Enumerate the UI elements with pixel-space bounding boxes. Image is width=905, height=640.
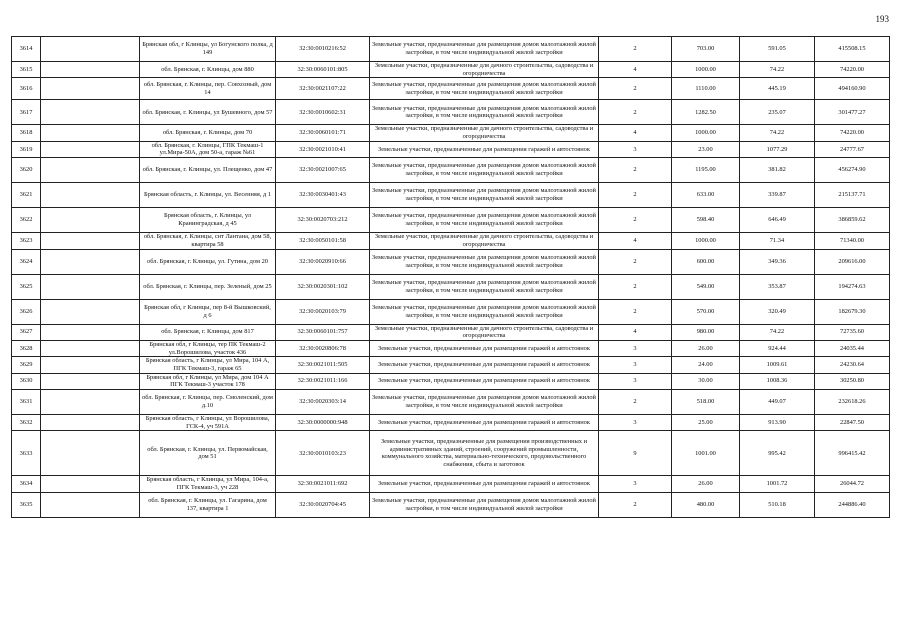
row-number: 3620 bbox=[12, 158, 41, 183]
land-use-cell: Земельные участки, предназначенные для дачного строительства, садоводства и огородничества bbox=[370, 62, 599, 78]
row-number: 3631 bbox=[12, 390, 41, 415]
area-cell: 633.00 bbox=[672, 183, 740, 208]
group-cell: 4 bbox=[599, 233, 672, 249]
table-row bbox=[12, 390, 890, 415]
group-cell: 2 bbox=[599, 78, 672, 100]
address-cell: обл. Брянская, г. Клинцы, пер. Совхозный, дом 14 bbox=[140, 78, 276, 100]
group-cell: 4 bbox=[599, 125, 672, 141]
address-cell: обл. Брянская, г. Клинцы, дом 70 bbox=[140, 125, 276, 141]
blank-cell bbox=[41, 249, 140, 274]
blank-cell bbox=[41, 431, 140, 476]
cadastral-value-cell: 71340.00 bbox=[815, 233, 890, 249]
blank-cell bbox=[41, 141, 140, 157]
specific-value-cell: 74.22 bbox=[740, 324, 815, 340]
address-cell: обл. Брянская, г. Клинцы, дом 817 bbox=[140, 324, 276, 340]
row-number: 3632 bbox=[12, 415, 41, 431]
cadastral-value-cell: 244886.40 bbox=[815, 492, 890, 517]
cadastral-number-cell: 32:30:0021107:22 bbox=[276, 78, 370, 100]
land-use-cell: Земельные участки, предназначенные для размещения гаражей и автостоянок bbox=[370, 373, 599, 389]
blank-cell bbox=[41, 208, 140, 233]
specific-value-cell: 1001.72 bbox=[740, 476, 815, 492]
cadastral-number-cell: 32:30:0020303:14 bbox=[276, 390, 370, 415]
land-use-cell: Земельные участки, предназначенные для размещения домов малоэтажной жилой застройки, в том числе индивидуальной жилой застройки bbox=[370, 78, 599, 100]
blank-cell bbox=[41, 183, 140, 208]
land-use-cell: Земельные участки, предназначенные для размещения гаражей и автостоянок bbox=[370, 357, 599, 373]
row-number: 3615 bbox=[12, 62, 41, 78]
address-cell: Брянская обл, г Клинцы, тер ПК Текмаш-2 ул.Ворошилова, участок 436 bbox=[140, 340, 276, 356]
area-cell: 480.00 bbox=[672, 492, 740, 517]
land-use-cell: Земельные участки, предназначенные для размещения гаражей и автостоянок bbox=[370, 340, 599, 356]
group-cell: 4 bbox=[599, 62, 672, 78]
row-number: 3619 bbox=[12, 141, 41, 157]
address-cell: обл. Брянская, г. Клинцы, ул Бушевного, дом 57 bbox=[140, 100, 276, 125]
blank-cell bbox=[41, 373, 140, 389]
address-cell: обл. Брянская, г. Клинцы, ул. Гагарина, дом 137, квартира 1 bbox=[140, 492, 276, 517]
land-use-cell: Земельные участки, предназначенные для дачного строительства, садоводства и огородничества bbox=[370, 233, 599, 249]
group-cell: 2 bbox=[599, 183, 672, 208]
table-row bbox=[12, 274, 890, 299]
row-number: 3617 bbox=[12, 100, 41, 125]
row-number: 3614 bbox=[12, 37, 41, 62]
blank-cell bbox=[41, 415, 140, 431]
area-cell: 1000.00 bbox=[672, 125, 740, 141]
table-row bbox=[12, 62, 890, 78]
address-cell: Брянская обл, г Клинцы, пер 8-й Вышковский, д 6 bbox=[140, 299, 276, 324]
blank-cell bbox=[41, 390, 140, 415]
row-number: 3621 bbox=[12, 183, 41, 208]
blank-cell bbox=[41, 100, 140, 125]
cadastral-value-cell: 72735.60 bbox=[815, 324, 890, 340]
area-cell: 1282.50 bbox=[672, 100, 740, 125]
area-cell: 30.00 bbox=[672, 373, 740, 389]
area-cell: 570.00 bbox=[672, 299, 740, 324]
address-cell: обл. Брянская, г. Клинцы, снт Лантана, дом 58, квартира 58 bbox=[140, 233, 276, 249]
area-cell: 26.00 bbox=[672, 340, 740, 356]
address-cell: обл. Брянская, г. Клинцы, ГПК Текмаш-1 ул.Мира-50А, дом 50-а, гараж №61 bbox=[140, 141, 276, 157]
cadastral-number-cell: 32:30:0030401:43 bbox=[276, 183, 370, 208]
specific-value-cell: 71.34 bbox=[740, 233, 815, 249]
group-cell: 2 bbox=[599, 158, 672, 183]
row-number: 3630 bbox=[12, 373, 41, 389]
table-row bbox=[12, 249, 890, 274]
specific-value-cell: 353.87 bbox=[740, 274, 815, 299]
address-cell: Брянская область, г Клинцы, ул Мира, 104-а, ПГК Текмаш-3, уч 228 bbox=[140, 476, 276, 492]
table-row bbox=[12, 357, 890, 373]
cadastral-number-cell: 32:30:0020910:66 bbox=[276, 249, 370, 274]
group-cell: 2 bbox=[599, 299, 672, 324]
land-use-cell: Земельные участки, предназначенные для размещения домов малоэтажной жилой застройки, в том числе индивидуальной жилой застройки bbox=[370, 249, 599, 274]
cadastral-value-cell: 215137.71 bbox=[815, 183, 890, 208]
specific-value-cell: 1077.29 bbox=[740, 141, 815, 157]
area-cell: 549.00 bbox=[672, 274, 740, 299]
cadastral-value-cell: 386859.62 bbox=[815, 208, 890, 233]
table-row bbox=[12, 324, 890, 340]
cadastral-number-cell: 32:30:0021011:166 bbox=[276, 373, 370, 389]
group-cell: 2 bbox=[599, 100, 672, 125]
row-number: 3625 bbox=[12, 274, 41, 299]
cadastral-value-cell: 182679.30 bbox=[815, 299, 890, 324]
blank-cell bbox=[41, 299, 140, 324]
row-number: 3624 bbox=[12, 249, 41, 274]
address-cell: Брянская область, г Клинцы, ул Ворошилова, ГСК-4, уч 591А bbox=[140, 415, 276, 431]
specific-value-cell: 381.82 bbox=[740, 158, 815, 183]
cadastral-value-cell: 194274.63 bbox=[815, 274, 890, 299]
land-use-cell: Земельные участки, предназначенные для размещения домов малоэтажной жилой застройки, в том числе индивидуальной жилой застройки bbox=[370, 37, 599, 62]
group-cell: 2 bbox=[599, 274, 672, 299]
cadastral-value-cell: 996415.42 bbox=[815, 431, 890, 476]
group-cell: 2 bbox=[599, 390, 672, 415]
row-number: 3618 bbox=[12, 125, 41, 141]
blank-cell bbox=[41, 476, 140, 492]
address-cell: Брянская область, г. Клинцы, ул Кранинградская, д 45 bbox=[140, 208, 276, 233]
blank-cell bbox=[41, 324, 140, 340]
land-use-cell: Земельные участки, предназначенные для размещения домов малоэтажной жилой застройки, в том числе индивидуальной жилой застройки bbox=[370, 274, 599, 299]
cadastral-number-cell: 32:30:0060101:757 bbox=[276, 324, 370, 340]
table-row bbox=[12, 158, 890, 183]
address-cell: обл. Брянская, г. Клинцы, пер. Смоленский, дом д.10 bbox=[140, 390, 276, 415]
cadastral-value-cell: 24777.67 bbox=[815, 141, 890, 157]
land-use-cell: Земельные участки, предназначенные для размещения домов малоэтажной жилой застройки, в том числе индивидуальной жилой застройки bbox=[370, 390, 599, 415]
row-number: 3627 bbox=[12, 324, 41, 340]
cadastral-value-cell: 74220.00 bbox=[815, 125, 890, 141]
cadastral-value-cell: 22847.50 bbox=[815, 415, 890, 431]
table-row bbox=[12, 415, 890, 431]
address-cell: обл. Брянская, г. Клинцы, пер. Зеленый, дом 25 bbox=[140, 274, 276, 299]
area-cell: 23.00 bbox=[672, 141, 740, 157]
cadastral-number-cell: 32:30:0060101:805 bbox=[276, 62, 370, 78]
group-cell: 2 bbox=[599, 492, 672, 517]
address-cell: Брянская обл, г Клинцы, ул Мира, дом 104 А ПГК Текмаш-3 участок 178 bbox=[140, 373, 276, 389]
specific-value-cell: 1008.36 bbox=[740, 373, 815, 389]
table-row bbox=[12, 125, 890, 141]
area-cell: 26.00 bbox=[672, 476, 740, 492]
land-use-cell: Земельные участки, предназначенные для размещения домов малоэтажной жилой застройки, в том числе индивидуальной жилой застройки bbox=[370, 100, 599, 125]
specific-value-cell: 1009.61 bbox=[740, 357, 815, 373]
table-row bbox=[12, 37, 890, 62]
specific-value-cell: 449.07 bbox=[740, 390, 815, 415]
specific-value-cell: 995.42 bbox=[740, 431, 815, 476]
group-cell: 2 bbox=[599, 249, 672, 274]
specific-value-cell: 74.22 bbox=[740, 62, 815, 78]
land-use-cell: Земельные участки, предназначенные для размещения домов малоэтажной жилой застройки, в том числе индивидуальной жилой застройки bbox=[370, 208, 599, 233]
row-number: 3616 bbox=[12, 78, 41, 100]
cadastral-number-cell: 32:30:0020103:79 bbox=[276, 299, 370, 324]
table-row bbox=[12, 431, 890, 476]
cadastral-number-cell: 32:30:0050101:58 bbox=[276, 233, 370, 249]
blank-cell bbox=[41, 340, 140, 356]
group-cell: 3 bbox=[599, 476, 672, 492]
area-cell: 24.00 bbox=[672, 357, 740, 373]
address-cell: обл. Брянская, г. Клинцы, ул. Первомайская, дом 51 bbox=[140, 431, 276, 476]
specific-value-cell: 445.19 bbox=[740, 78, 815, 100]
cadastral-value-cell: 415508.15 bbox=[815, 37, 890, 62]
cadastral-number-cell: 32:30:0020704:45 bbox=[276, 492, 370, 517]
area-cell: 703.00 bbox=[672, 37, 740, 62]
land-use-cell: Земельные участки, предназначенные для дачного строительства, садоводства и огородничества bbox=[370, 125, 599, 141]
cadastral-number-cell: 32:30:0060101:71 bbox=[276, 125, 370, 141]
specific-value-cell: 320.49 bbox=[740, 299, 815, 324]
area-cell: 600.00 bbox=[672, 249, 740, 274]
land-use-cell: Земельные участки, предназначенные для размещения производственных и административных зданий, строений, сооружений промышленности, коммунального хозяйства, материально-технического, продовольственного снабжения, сбыта и заготовок bbox=[370, 431, 599, 476]
cadastral-number-cell: 32:30:0010602:31 bbox=[276, 100, 370, 125]
group-cell: 3 bbox=[599, 141, 672, 157]
address-cell: Брянская обл, г Клинцы, ул Богунского полка, д 149 bbox=[140, 37, 276, 62]
specific-value-cell: 339.87 bbox=[740, 183, 815, 208]
land-cadastral-table bbox=[11, 36, 890, 518]
group-cell: 3 bbox=[599, 373, 672, 389]
cadastral-value-cell: 232618.26 bbox=[815, 390, 890, 415]
blank-cell bbox=[41, 125, 140, 141]
cadastral-number-cell: 32:30:0021011:505 bbox=[276, 357, 370, 373]
address-cell: обл. Брянская, г. Клинцы, ул. Плещенко, дом 47 bbox=[140, 158, 276, 183]
specific-value-cell: 349.36 bbox=[740, 249, 815, 274]
area-cell: 1195.00 bbox=[672, 158, 740, 183]
cadastral-value-cell: 24035.44 bbox=[815, 340, 890, 356]
table-row bbox=[12, 340, 890, 356]
land-use-cell: Земельные участки, предназначенные для дачного строительства, садоводства и огородничества bbox=[370, 324, 599, 340]
row-number: 3622 bbox=[12, 208, 41, 233]
row-number: 3635 bbox=[12, 492, 41, 517]
specific-value-cell: 924.44 bbox=[740, 340, 815, 356]
row-number: 3628 bbox=[12, 340, 41, 356]
group-cell: 3 bbox=[599, 415, 672, 431]
table-row bbox=[12, 299, 890, 324]
table-row bbox=[12, 233, 890, 249]
specific-value-cell: 74.22 bbox=[740, 125, 815, 141]
area-cell: 980.00 bbox=[672, 324, 740, 340]
row-number: 3633 bbox=[12, 431, 41, 476]
address-cell: обл. Брянская, г. Клинцы, дом 880 bbox=[140, 62, 276, 78]
table-row bbox=[12, 100, 890, 125]
blank-cell bbox=[41, 357, 140, 373]
row-number: 3634 bbox=[12, 476, 41, 492]
area-cell: 1000.00 bbox=[672, 62, 740, 78]
row-number: 3629 bbox=[12, 357, 41, 373]
specific-value-cell: 235.07 bbox=[740, 100, 815, 125]
cadastral-number-cell: 32:30:0010216:52 bbox=[276, 37, 370, 62]
blank-cell bbox=[41, 274, 140, 299]
table-row bbox=[12, 141, 890, 157]
group-cell: 3 bbox=[599, 340, 672, 356]
cadastral-number-cell: 32:30:0020806:78 bbox=[276, 340, 370, 356]
blank-cell bbox=[41, 233, 140, 249]
row-number: 3626 bbox=[12, 299, 41, 324]
area-cell: 1001.00 bbox=[672, 431, 740, 476]
cadastral-value-cell: 26044.72 bbox=[815, 476, 890, 492]
area-cell: 1000.00 bbox=[672, 233, 740, 249]
cadastral-value-cell: 456274.90 bbox=[815, 158, 890, 183]
blank-cell bbox=[41, 37, 140, 62]
table-row bbox=[12, 476, 890, 492]
cadastral-value-cell: 30250.80 bbox=[815, 373, 890, 389]
blank-cell bbox=[41, 62, 140, 78]
cadastral-value-cell: 209616.00 bbox=[815, 249, 890, 274]
blank-cell bbox=[41, 492, 140, 517]
cadastral-value-cell: 301477.27 bbox=[815, 100, 890, 125]
blank-cell bbox=[41, 158, 140, 183]
land-use-cell: Земельные участки, предназначенные для размещения домов малоэтажной жилой застройки, в том числе индивидуальной жилой застройки bbox=[370, 158, 599, 183]
area-cell: 25.00 bbox=[672, 415, 740, 431]
table-row bbox=[12, 373, 890, 389]
address-cell: Брянская область, г. Клинцы, ул. Весенняя, д 1 bbox=[140, 183, 276, 208]
address-cell: Брянская область, г Клинцы, ул Мира, 104 А, ПГК Текмаш-3, гараж 65 bbox=[140, 357, 276, 373]
area-cell: 518.00 bbox=[672, 390, 740, 415]
group-cell: 2 bbox=[599, 37, 672, 62]
land-use-cell: Земельные участки, предназначенные для размещения гаражей и автостоянок bbox=[370, 476, 599, 492]
specific-value-cell: 591.05 bbox=[740, 37, 815, 62]
table-row bbox=[12, 183, 890, 208]
cadastral-number-cell: 32:30:0021011:692 bbox=[276, 476, 370, 492]
address-cell: обл. Брянская, г. Клинцы, ул. Гутина, дом 20 bbox=[140, 249, 276, 274]
row-number: 3623 bbox=[12, 233, 41, 249]
specific-value-cell: 646.49 bbox=[740, 208, 815, 233]
land-use-cell: Земельные участки, предназначенные для размещения домов малоэтажной жилой застройки, в том числе индивидуальной жилой застройки bbox=[370, 299, 599, 324]
area-cell: 598.40 bbox=[672, 208, 740, 233]
blank-cell bbox=[41, 78, 140, 100]
cadastral-value-cell: 24230.64 bbox=[815, 357, 890, 373]
cadastral-number-cell: 32:30:0010103:23 bbox=[276, 431, 370, 476]
cadastral-value-cell: 74220.00 bbox=[815, 62, 890, 78]
area-cell: 1110.00 bbox=[672, 78, 740, 100]
cadastral-number-cell: 32:30:0021007:65 bbox=[276, 158, 370, 183]
land-use-cell: Земельные участки, предназначенные для размещения домов малоэтажной жилой застройки, в том числе индивидуальной жилой застройки bbox=[370, 183, 599, 208]
group-cell: 3 bbox=[599, 357, 672, 373]
table-row bbox=[12, 78, 890, 100]
cadastral-number-cell: 32:30:0020301:102 bbox=[276, 274, 370, 299]
land-use-cell: Земельные участки, предназначенные для размещения гаражей и автостоянок bbox=[370, 415, 599, 431]
specific-value-cell: 510.18 bbox=[740, 492, 815, 517]
table-row bbox=[12, 492, 890, 517]
cadastral-number-cell: 32:30:0000000:948 bbox=[276, 415, 370, 431]
table-row bbox=[12, 208, 890, 233]
cadastral-number-cell: 32:30:0021010:41 bbox=[276, 141, 370, 157]
cadastral-value-cell: 494160.90 bbox=[815, 78, 890, 100]
group-cell: 4 bbox=[599, 324, 672, 340]
group-cell: 2 bbox=[599, 208, 672, 233]
land-use-cell: Земельные участки, предназначенные для размещения домов малоэтажной жилой застройки, в том числе индивидуальной жилой застройки bbox=[370, 492, 599, 517]
group-cell: 9 bbox=[599, 431, 672, 476]
specific-value-cell: 913.90 bbox=[740, 415, 815, 431]
cadastral-number-cell: 32:30:0020703:212 bbox=[276, 208, 370, 233]
land-use-cell: Земельные участки, предназначенные для размещения гаражей и автостоянок bbox=[370, 141, 599, 157]
page-number: 193 bbox=[875, 14, 889, 24]
